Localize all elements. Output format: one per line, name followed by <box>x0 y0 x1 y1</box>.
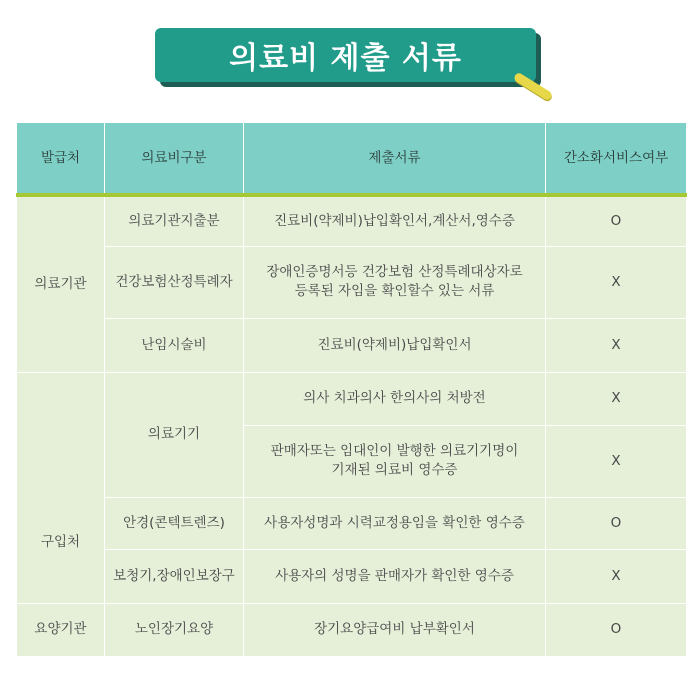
table-row <box>17 372 687 425</box>
documents-line: 등록된 자임을 확인할수 있는 서류 <box>294 283 495 299</box>
table-row <box>17 549 687 603</box>
header-simplified: 간소화서비스여부 <box>546 123 687 196</box>
table-row <box>17 603 687 656</box>
table-row <box>17 318 687 372</box>
header-documents: 제출서류 <box>244 123 546 196</box>
documents-cell: 진료비(약제비)납입확인서,계산서,영수증 <box>244 195 546 246</box>
table-row <box>17 246 687 318</box>
simplified-cell: X <box>546 372 687 425</box>
simplified-cell: O <box>546 603 687 656</box>
category-cell: 난임시술비 <box>105 318 244 372</box>
documents-cell: 진료비(약제비)납입확인서 <box>244 318 546 372</box>
simplified-cell: X <box>546 425 687 497</box>
documents-table <box>16 122 687 657</box>
simplified-cell: O <box>546 195 687 246</box>
documents-cell: 장기요양급여비 납부확인서 <box>244 603 546 656</box>
documents-line: 기재된 의료비 영수증 <box>331 462 458 478</box>
documents-line: 장애인증명서등 건강보험 산정특례대상자로 <box>266 264 523 280</box>
documents-cell: 의사 치과의사 한의사의 처방전 <box>244 372 546 425</box>
category-cell: 노인장기요양 <box>105 603 244 656</box>
simplified-cell: X <box>546 549 687 603</box>
issuer-cell: 요양기관 <box>17 603 105 656</box>
category-cell: 건강보험산정특례자 <box>105 246 244 318</box>
category-cell: 의료기관지출분 <box>105 195 244 246</box>
documents-cell: 사용자성명과 시력교정용임을 확인한 영수증 <box>244 497 546 549</box>
documents-table-container <box>16 122 686 657</box>
category-cell: 보청기,장애인보장구 <box>105 549 244 603</box>
header-issuer: 발급처 <box>17 123 105 196</box>
documents-cell <box>244 246 546 318</box>
simplified-cell: X <box>546 246 687 318</box>
header-category: 의료비구분 <box>105 123 244 196</box>
table-header-row <box>17 123 687 196</box>
issuer-cell: 의료기관 <box>17 195 105 372</box>
documents-cell <box>244 425 546 497</box>
category-cell: 안경(콘텍트렌즈) <box>105 497 244 549</box>
simplified-cell: O <box>546 497 687 549</box>
documents-cell: 사용자의 성명을 판매자가 확인한 영수증 <box>244 549 546 603</box>
table-row <box>17 195 687 246</box>
issuer-cell: 구입처 <box>17 372 105 603</box>
page-title: 의료비 제출 서류 <box>229 41 462 76</box>
category-cell: 의료기기 <box>105 372 244 497</box>
simplified-cell: X <box>546 318 687 372</box>
title-banner <box>155 28 536 82</box>
documents-line: 판매자또는 임대인이 발행한 의료기기명이 <box>270 443 519 459</box>
table-row <box>17 497 687 549</box>
